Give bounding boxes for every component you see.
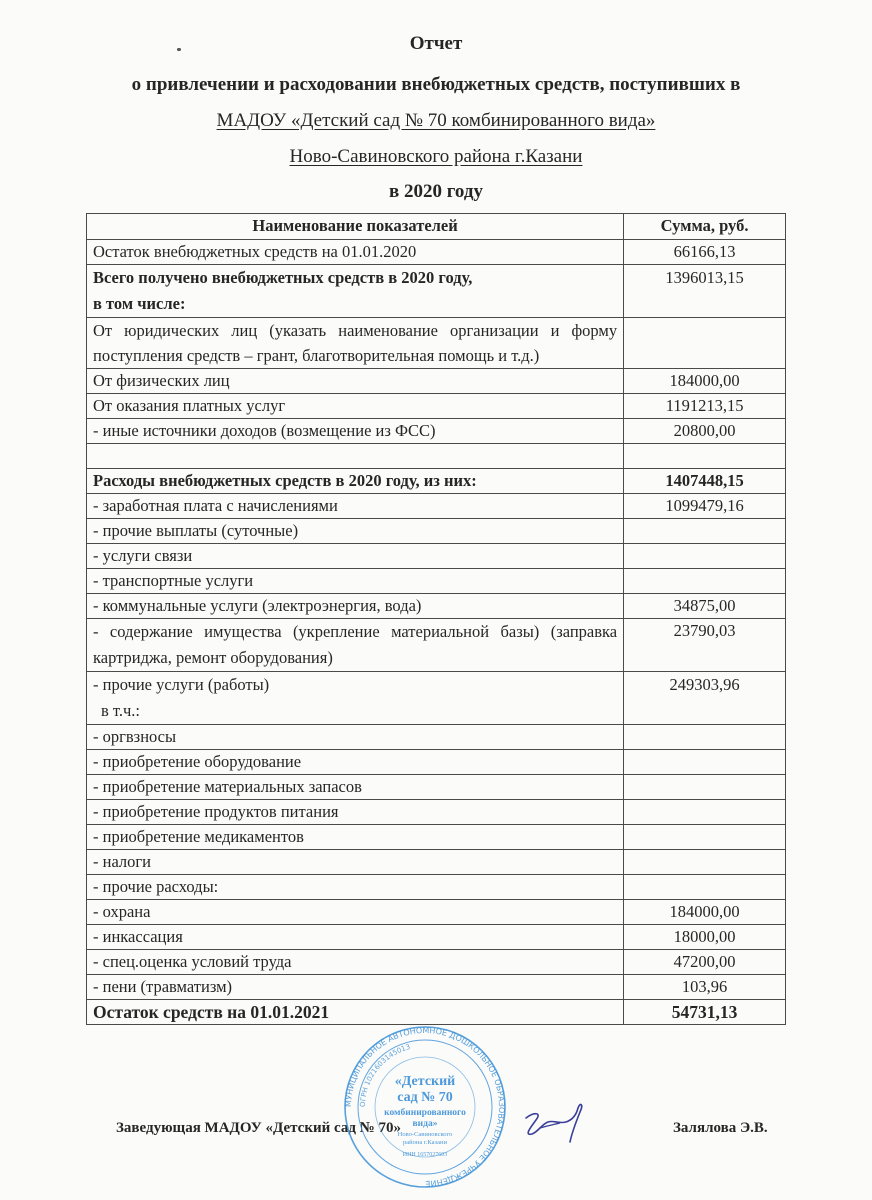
table-row-empty — [87, 444, 786, 469]
district-name: Ново-Савиновского района г.Казани — [289, 146, 583, 167]
svg-text:комбинированного: комбинированного — [384, 1108, 466, 1118]
row-label: - приобретение материальных запасов — [87, 775, 624, 800]
table-row — [87, 975, 786, 1000]
table-row — [87, 394, 786, 419]
svg-text:ИНН 1657027603: ИНН 1657027603 — [402, 1152, 448, 1158]
row-label: - налоги — [87, 850, 624, 875]
svg-text:МУНИЦИПАЛЬНОЕ АВТОНОМНОЕ ДОШКО: МУНИЦИПАЛЬНОЕ АВТОНОМНОЕ ДОШКОЛЬНОЕ ОБРАЗОВАТЕЛЬНОЕ УЧРЕЖДЕНИЕ — [343, 1025, 507, 1189]
row-label: - прочие расходы: — [87, 875, 624, 900]
table-row — [87, 544, 786, 569]
signatory-name: Залялова Э.В. — [673, 1120, 768, 1136]
table-row — [87, 775, 786, 800]
row-label: - оргвзносы — [87, 725, 624, 750]
row-label-line2: в том числе: — [93, 294, 186, 313]
column-header-indicator: Наименование показателей — [87, 214, 624, 240]
handwritten-signature-icon — [520, 1098, 600, 1148]
row-amount: 18000,00 — [624, 925, 786, 950]
table-row — [87, 672, 786, 725]
official-stamp-icon — [340, 1025, 510, 1190]
report-subtitle: о привлечении и расходовании внебюджетных средств, поступивших в — [131, 74, 741, 95]
row-amount — [624, 800, 786, 825]
row-amount — [624, 544, 786, 569]
row-label: - услуги связи — [87, 544, 624, 569]
svg-text:района г.Казани: района г.Казани — [403, 1139, 447, 1146]
row-amount — [624, 318, 786, 369]
row-label: Остаток внебюджетных средств на 01.01.2020 — [87, 240, 624, 265]
row-amount — [624, 519, 786, 544]
row-amount — [624, 725, 786, 750]
row-label — [87, 444, 624, 469]
organization-name: МАДОУ «Детский сад № 70 комбинированного вида» — [216, 110, 656, 131]
svg-text:сад № 70: сад № 70 — [397, 1090, 453, 1105]
row-label: - заработная плата с начислениями — [87, 494, 624, 519]
row-label: От юридических лиц (указать наименование организации и форму поступления средств – грант, благотворительная помощь и т.д.) — [87, 318, 624, 369]
row-amount — [624, 825, 786, 850]
table-row — [87, 569, 786, 594]
row-label: От физических лиц — [87, 369, 624, 394]
table-row — [87, 419, 786, 444]
row-label: - спец.оценка условий труда — [87, 950, 624, 975]
row-amount — [624, 775, 786, 800]
table-row — [87, 850, 786, 875]
table-row — [87, 469, 786, 494]
svg-text:вида»: вида» — [412, 1119, 438, 1129]
report-title: Отчет — [409, 33, 463, 54]
row-amount: 23790,03 — [624, 619, 786, 672]
row-label: - иные источники доходов (возмещение из ФСС) — [87, 419, 624, 444]
row-amount: 20800,00 — [624, 419, 786, 444]
row-amount: 1396013,15 — [624, 265, 786, 318]
row-label: - пени (травматизм) — [87, 975, 624, 1000]
table-row — [87, 240, 786, 265]
row-amount: 66166,13 — [624, 240, 786, 265]
svg-text:«Детский: «Детский — [394, 1074, 456, 1089]
row-label: - транспортные услуги — [87, 569, 624, 594]
row-label-line2: в т.ч.: — [101, 701, 141, 720]
row-label: - приобретение продуктов питания — [87, 800, 624, 825]
table-row — [87, 950, 786, 975]
row-amount: 184000,00 — [624, 900, 786, 925]
table-row — [87, 369, 786, 394]
table-row — [87, 750, 786, 775]
table-row — [87, 725, 786, 750]
table-row — [87, 619, 786, 672]
row-amount — [624, 569, 786, 594]
table-row — [87, 800, 786, 825]
table-row — [87, 265, 786, 318]
row-label: - содержание имущества (укрепление материальной базы) (заправка картриджа, ремонт оборудования) — [87, 619, 624, 672]
column-header-amount: Сумма, руб. — [624, 214, 786, 240]
row-amount: 103,96 — [624, 975, 786, 1000]
table-row — [87, 594, 786, 619]
report-table — [86, 213, 786, 1025]
row-label: Остаток средств на 01.01.2021 — [87, 1000, 624, 1025]
row-amount: 1191213,15 — [624, 394, 786, 419]
row-amount — [624, 850, 786, 875]
row-amount: 1407448,15 — [624, 469, 786, 494]
row-amount: 184000,00 — [624, 369, 786, 394]
svg-text:ОГРН 1021603145013: ОГРН 1021603145013 — [358, 1042, 412, 1108]
row-amount: 249303,96 — [624, 672, 786, 725]
signatory-position: Заведующая МАДОУ «Детский сад № 70» — [116, 1120, 401, 1136]
row-amount: 1099479,16 — [624, 494, 786, 519]
row-label-line1: Всего получено внебюджетных средств в 2020 году, — [93, 268, 473, 287]
table-row — [87, 925, 786, 950]
row-label: - инкассация — [87, 925, 624, 950]
row-label: - коммунальные услуги (электроэнергия, вода) — [87, 594, 624, 619]
table-row — [87, 318, 786, 369]
row-label: - приобретение оборудование — [87, 750, 624, 775]
row-amount: 34875,00 — [624, 594, 786, 619]
row-amount — [624, 875, 786, 900]
row-label-line1: - прочие услуги (работы) — [93, 675, 270, 694]
report-year: в 2020 году — [389, 181, 483, 202]
row-label: - прочие выплаты (суточные) — [87, 519, 624, 544]
table-row — [87, 900, 786, 925]
row-amount: 54731,13 — [624, 1000, 786, 1025]
row-label — [87, 672, 624, 725]
table-row — [87, 825, 786, 850]
row-amount: 47200,00 — [624, 950, 786, 975]
table-row-total — [87, 1000, 786, 1025]
row-label: Расходы внебюджетных средств в 2020 году, из них: — [87, 469, 624, 494]
row-label: От оказания платных услуг — [87, 394, 624, 419]
table-row — [87, 519, 786, 544]
row-label: - охрана — [87, 900, 624, 925]
table-row — [87, 494, 786, 519]
table-row — [87, 875, 786, 900]
svg-text:Ново-Савиновского: Ново-Савиновского — [397, 1131, 453, 1138]
row-amount — [624, 750, 786, 775]
row-amount — [624, 444, 786, 469]
row-label: - приобретение медикаментов — [87, 825, 624, 850]
row-label — [87, 265, 624, 318]
